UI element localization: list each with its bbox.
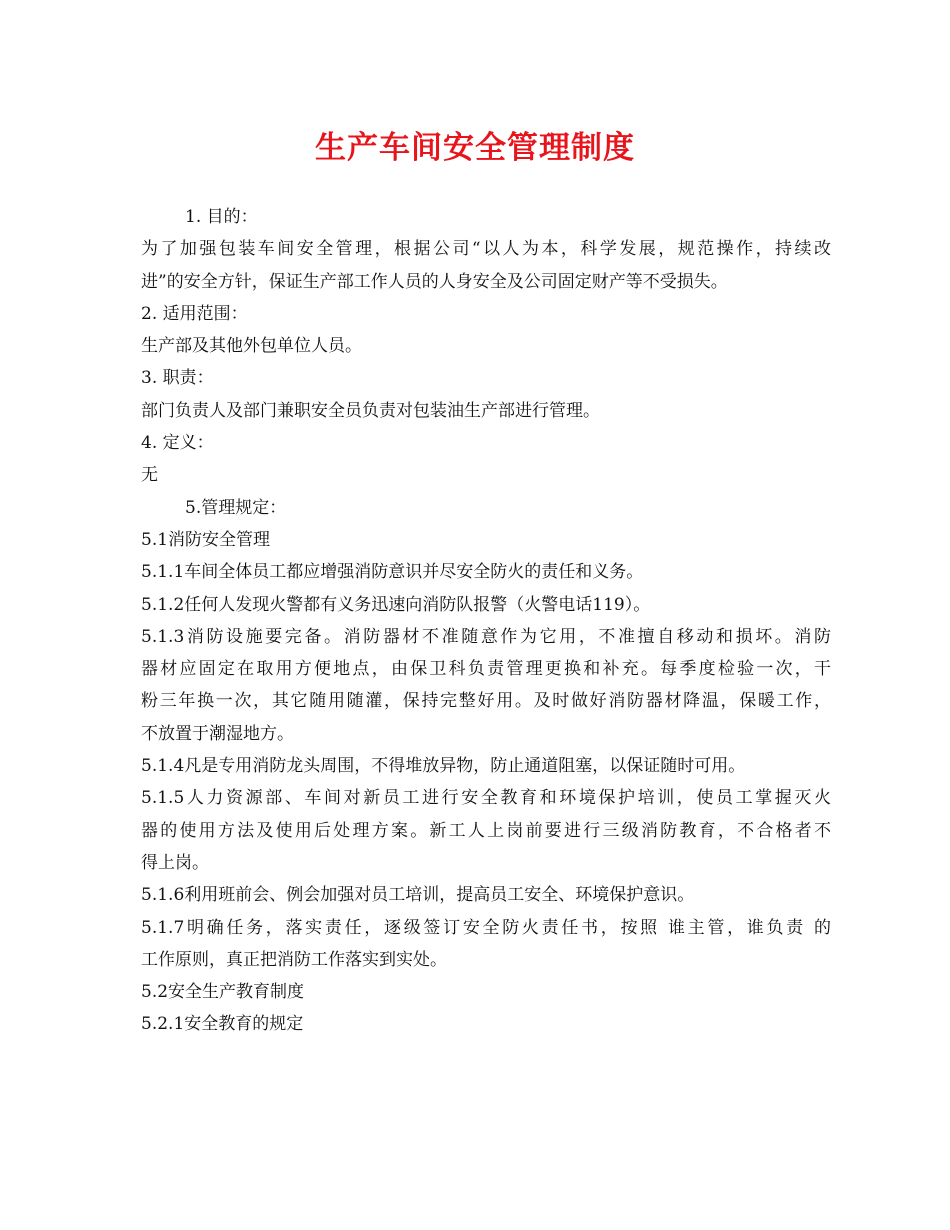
subsection-heading: 5.1消防安全管理 <box>141 529 271 550</box>
paragraph-line: 为了加强包装车间安全管理，根据公司“以人为本，科学发展，规范操作，持续改 <box>141 239 831 260</box>
paragraph-line: 得上岗。 <box>141 852 209 873</box>
paragraph-line: 器材应固定在取用方便地点，由保卫科负责管理更换和补充。每季度检验一次，干 <box>141 659 831 680</box>
paragraph-line: 工作原则，真正把消防工作落实到实处。 <box>141 949 447 970</box>
paragraph-line: 5.1.4凡是专用消防龙头周围，不得堆放异物，防止通道阻塞，以保证随时可用。 <box>141 756 746 777</box>
section-heading-purpose: 1. 目的： <box>185 207 258 227</box>
section-heading-definition: 4. 定义： <box>141 433 214 454</box>
paragraph-line: 器的使用方法及使用后处理方案。新工人上岗前要进行三级消防教育，不合格者不 <box>141 820 831 841</box>
paragraph-line: 5.1.5人力资源部、车间对新员工进行安全教育和环境保护培训，使员工掌握灭火 <box>141 788 831 809</box>
paragraph-line: 5.1.2任何人发现火警都有义务迅速向消防队报警（火警电话119）。 <box>141 594 651 615</box>
paragraph-line: 进”的安全方针，保证生产部工作人员的人身安全及公司固定财产等不受损失。 <box>141 271 728 292</box>
paragraph-line: 生产部及其他外包单位人员。 <box>141 336 362 357</box>
paragraph-line: 部门负责人及部门兼职安全员负责对包装油生产部进行管理。 <box>141 400 600 421</box>
paragraph-line: 5.1.7明确任务，落实责任，逐级签订安全防火责任书，按照 谁主管，谁负责 的 <box>141 917 831 938</box>
section-heading-scope: 2. 适用范围： <box>141 303 248 324</box>
paragraph-line: 粉三年换一次，其它随用随灌，保持完整好用。及时做好消防器材降温，保暖工作， <box>141 691 831 712</box>
document-title: 生产车间安全管理制度 <box>315 130 635 166</box>
section-heading-rules: 5.管理规定： <box>185 497 287 518</box>
paragraph-line: 不放置于潮湿地方。 <box>141 723 294 744</box>
paragraph-line: 5.1.6利用班前会、例会加强对员工培训，提高员工安全、环境保护意识。 <box>141 885 695 906</box>
paragraph-line: 无 <box>141 465 158 486</box>
subsection-heading: 5.2安全生产教育制度 <box>141 982 305 1003</box>
paragraph-line: 5.1.3消防设施要完备。消防器材不准随意作为它用，不准擅自移动和损坏。消防 <box>141 626 831 647</box>
paragraph-line: 5.1.1车间全体员工都应增强消防意识并尽安全防火的责任和义务。 <box>141 562 644 583</box>
section-heading-duties: 3. 职责： <box>141 368 214 389</box>
document-body <box>141 201 831 1041</box>
paragraph-line: 5.2.1安全教育的规定 <box>141 1014 304 1035</box>
